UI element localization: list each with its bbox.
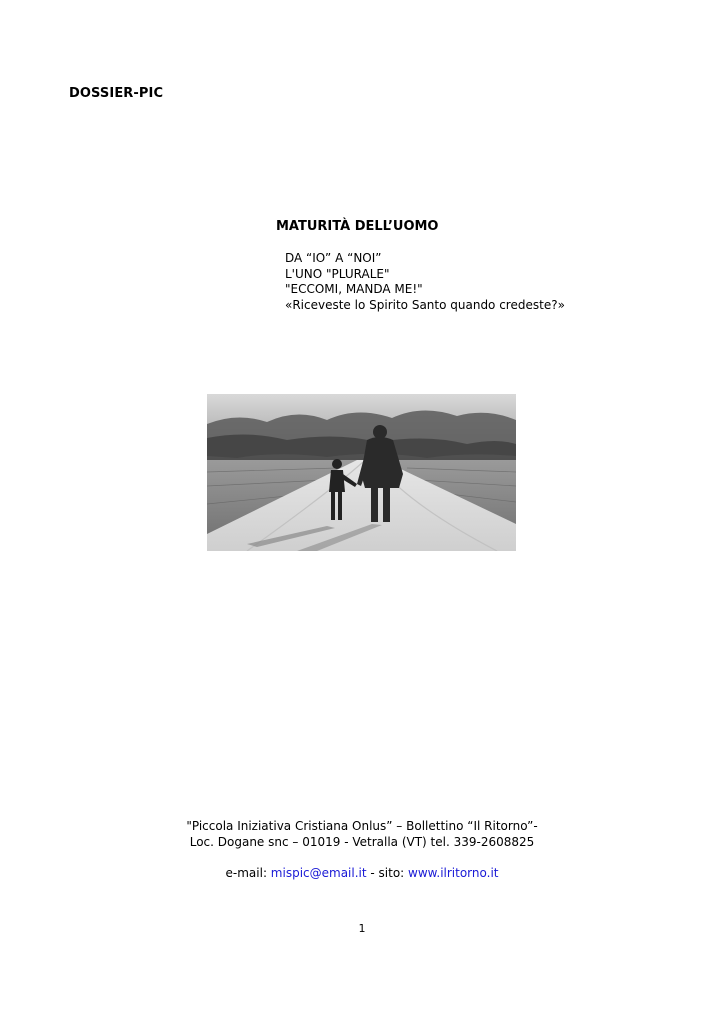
- page-number: 1: [358, 922, 366, 935]
- email-label: e-mail:: [225, 866, 271, 880]
- main-title: MATURITÀ DELL’UOMO: [276, 219, 439, 234]
- subtitle-list: [285, 251, 565, 313]
- subtitle-line-3: "ECCOMI, MANDA ME!": [285, 282, 423, 296]
- footer-organization-line: "Piccola Iniziativa Cristiana Onlus” – Bollettino “Il Ritorno”-: [186, 819, 538, 833]
- email-link[interactable]: mispic@email.it: [270, 866, 367, 880]
- site-label: - sito:: [366, 866, 409, 880]
- site-link[interactable]: www.ilritorno.it: [408, 866, 499, 880]
- document-header-title: DOSSIER-PIC: [69, 86, 164, 101]
- subtitle-line-4: «Riceveste lo Spirito Santo quando credeste?»: [285, 297, 565, 312]
- cover-photo: [207, 394, 516, 551]
- footer-contact-line: [0, 865, 724, 881]
- footer-address-line: Loc. Dogane snc – 01019 - Vetralla (VT) tel. 339-2608825: [189, 835, 535, 849]
- subtitle-line-1: DA “IO” A “NOI”: [285, 251, 382, 265]
- subtitle-line-2: L'UNO "PLURALE": [285, 266, 390, 281]
